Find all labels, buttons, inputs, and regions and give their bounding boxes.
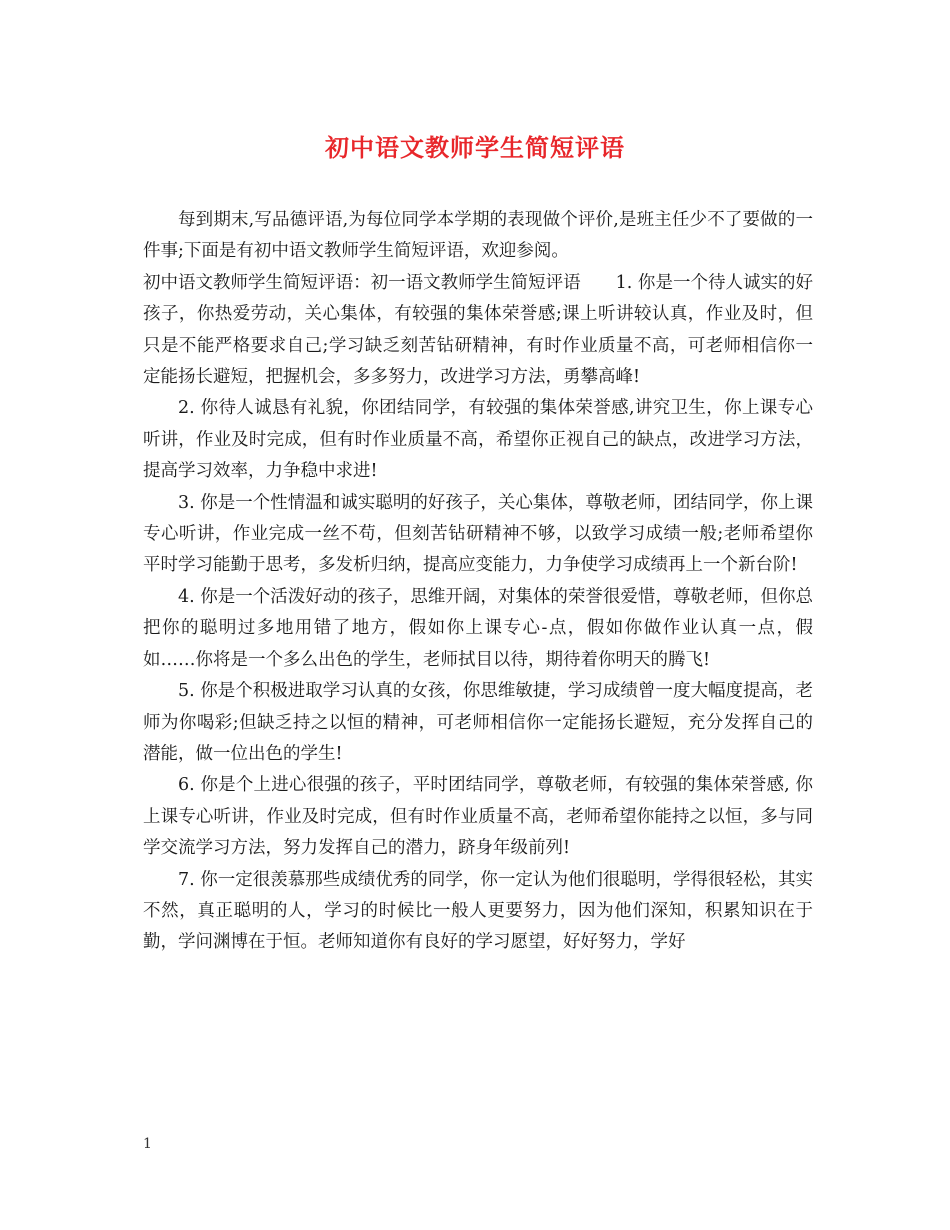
comment-paragraph-7: 7. 你一定很羡慕那些成绩优秀的同学，你一定认为他们很聪明，学得很轻松，其实不然，真正聪明的人，学习的时候比一般人更要努力，因为他们深知，积累知识在于勤，学问渊博在于恒。老师知道你有良好的学习愿望，好好努力，学好 xyxy=(143,869,813,953)
comment-paragraph-6: 6. 你是个上进心很强的孩子，平时团结同学，尊敬老师，有较强的集体荣誉感, 你上课专心听讲，作业及时完成，但有时作业质量不高，老师希望你能持之以恒，多与同学交流学习方法，努力发挥自己的潜力，跻身年级前列! xyxy=(143,775,813,859)
page-number: 1 xyxy=(143,1136,152,1152)
comment-paragraph-2: 2. 你待人诚恳有礼貌，你团结同学，有较强的集体荣誉感,讲究卫生，你上课专心听讲，作业及时完成，但有时作业质量不高，希望你正视自己的缺点，改进学习方法，提高学习效率，力争稳中求进! xyxy=(143,398,813,482)
comment-paragraph-1: 初中语文教师学生简短评语：初一语文教师学生简短评语 1. 你是一个待人诚实的好孩子，你热爱劳动，关心集体，有较强的集体荣誉感;课上听讲较认真，作业及时，但只是不能严格要求自己;学习缺乏刻苦钻研精神，有时作业质量不高，可老师相信你一定能扬长避短，把握机会，多多努力，改进学习方法，勇攀高峰! xyxy=(143,272,813,388)
comment-paragraph-4: 4. 你是一个活泼好动的孩子，思维开阔，对集体的荣誉很爱惜，尊敬老师，但你总把你的聪明过多地用错了地方，假如你上课专心-点，假如你做作业认真一点，假如……你将是一个多么出色的学生，老师拭目以待，期待着你明天的腾飞! xyxy=(143,586,813,670)
comment-paragraph-3: 3. 你是一个性情温和诚实聪明的好孩子，关心集体，尊敬老师，团结同学，你上课专心听讲，作业完成一丝不苟，但刻苦钻研精神不够，以致学习成绩一般;老师希望你平时学习能勤于思考，多发析归纳，提高应变能力，力争使学习成绩再上一个新台阶! xyxy=(143,492,813,576)
document-body xyxy=(143,205,813,959)
intro-paragraph: 每到期末,写品德评语,为每位同学本学期的表现做个评价,是班主任少不了要做的一件事;下面是有初中语文教师学生简短评语，欢迎参阅。 xyxy=(143,210,813,262)
document-title: 初中语文教师学生简短评语 xyxy=(325,133,625,162)
comment-paragraph-5: 5. 你是个积极进取学习认真的女孩，你思维敏捷，学习成绩曾一度大幅度提高，老师为你喝彩;但缺乏持之以恒的精神，可老师相信你一定能扬长避短，充分发挥自己的潜能，做一位出色的学生! xyxy=(143,681,813,764)
